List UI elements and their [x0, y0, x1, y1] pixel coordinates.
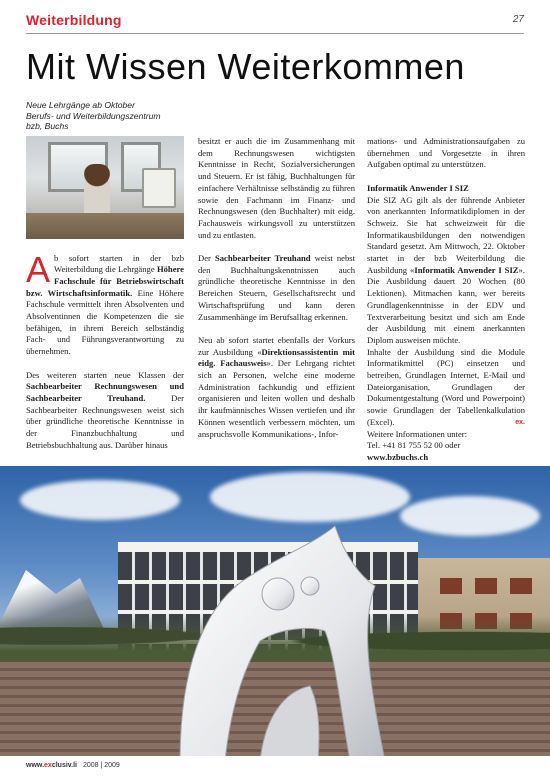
article-column-3: [367, 136, 525, 464]
paragraph: [26, 370, 184, 452]
intro-line: bzb, Buchs: [26, 121, 69, 131]
text-run: Der Sachbearbeiter Rechnungswesen weist sich über gründliche theoretische Kenntnisse in der Finanzbuchhaltung und Betriebsbuchhaltung aus. Darüber hinaus: [26, 392, 184, 450]
bold-text: Sachbearbeiter Treuhand: [214, 253, 311, 264]
window-shape: [475, 578, 497, 594]
text-run: ». Die Ausbildung dauert 20 Wochen (80 Lektionen). Mitmachen kann, wer bereits Grundlagenkenntnisse in der EDV und Textverarbeitung besitzt und sich am Ende der Ausbildung mit einem anerkannten Diplom ausweisen möchte.: [367, 264, 525, 345]
info-label: Weitere Informationen unter:: [367, 428, 468, 439]
intro-line: Berufs- und Weiterbildungszentrum: [26, 110, 161, 121]
cloud-shape: [20, 480, 180, 520]
paragraph: besitzt er auch die im Zusammenhang mit dem Rechnungswesen wichtigsten Kenntnisse in Recht, Sozialversicherungen und Steuern. Er ist fähig, Buchhaltungen für einfachere Verhältnisse selbständig zu führen sowie den Fachmann im Finanz- und Rechnungswesen (den Buchhalter) mit eidg. Fachausweis wirkungsvoll zu unterstützen und zu entlasten.: [198, 136, 355, 240]
text-run: Neu ab sofort startet ebenfalls der Vorkurs zur Ausbildung «: [198, 334, 355, 357]
brand-x: ex: [44, 762, 52, 769]
student-figure: [84, 164, 110, 216]
brand-prefix: www.: [26, 762, 45, 769]
paragraph: [198, 253, 355, 323]
paragraph: [367, 347, 525, 429]
footer: [26, 762, 120, 769]
end-mark: ex.: [515, 418, 525, 426]
page-number: 27: [512, 14, 524, 25]
bold-text: Höhere Fachschule für Betriebswirtschaft bzw. Wirtschaftsinformatik.: [26, 264, 184, 298]
text-run: Eine Höhere Fachschule vermittelt ihren Absolventen und Absolventinnen die Kompetenzen die sie befähigen, in ihrem Bereich selbständig Fach- und Führungsverantwortung zu übernehmen.: [26, 287, 184, 357]
text-run: Der: [198, 253, 215, 264]
paragraph: [367, 195, 525, 347]
bold-text: Direktionsassistentin mit eidg. Fachausweis: [198, 346, 355, 369]
intro-meta: [26, 100, 184, 132]
text-run: b sofort starten in der bzb Weiterbildung die Lehrgänge: [54, 252, 184, 275]
intro-line: Neue Lehrgänge ab Oktober: [26, 100, 135, 110]
desk-shape: [26, 213, 184, 239]
paragraph: mations- und Administrationsaufgaben zu übernehmen und Vorgesetzte in ihren Aufgaben optimal zu unterstützen.: [367, 136, 525, 170]
text-run: Inhalte der Ausbildung sind die Module Informatikmittel (PC) einsetzen und betreiben, Grundlagen Internet, E-Mail und Dateiorganisation, Grundlagen der Dokumentgestaltung (Word und Powerpoint) sowie Grundlagen der Tabellenkalkulation (Excel).: [367, 346, 525, 427]
text-run: ». Der Lehrgang richtet sich an Personen, welche eine moderne Administration fachkundig und effizient organisieren und leiten wollen und deshalb ihr kaufmännisches Wissen vertiefen und ihr Können wesentlich verbessern möchten, um anspruchsvolle Kommunikations-, Infor-: [198, 358, 355, 439]
drop-cap: A: [26, 248, 51, 290]
bold-text: Sachbearbeiter Rechnungswesen und Sachbearbeiter Treuhand.: [26, 381, 184, 403]
website-link[interactable]: www.bzbuchs.ch: [367, 451, 429, 462]
campus-sculpture-photo: [0, 466, 550, 756]
text-run: Des weiteren starten neue Klassen der: [26, 369, 184, 380]
monitor-shape: [142, 168, 176, 208]
footer-brand: [26, 762, 77, 769]
cloud-shape: [400, 496, 540, 536]
article-column-1: [26, 100, 184, 451]
window-shape: [440, 578, 462, 594]
white-sculpture: [160, 516, 400, 756]
cloud-shape: [210, 472, 410, 522]
window-shape: [510, 578, 532, 594]
footer-year: 2008 | 2009: [82, 762, 120, 769]
paragraph: [198, 335, 355, 440]
paragraph: [26, 248, 184, 358]
bold-text: Informatik Anwender I SIZ: [414, 264, 519, 275]
header-rule: [26, 33, 524, 34]
phone-number: Tel. +41 81 755 52 00 oder: [367, 440, 461, 451]
article-column-2: [198, 136, 355, 440]
brand-suffix: clusiv.li: [51, 762, 77, 769]
article-headline: Mit Wissen Weiterkommen: [26, 46, 465, 87]
text-run: weist nebst den Buchhaltungskenntnissen auch gründliche theoretische Kenntnisse in den Bereichen Steuern, Gesellschaftsrecht und Wirtschaftsprüfung und kann deren Zusammenhänge im Berufsalltag erkennen.: [198, 253, 356, 322]
student-at-computer-photo: [26, 136, 184, 239]
subheading: Informatik Anwender I SIZ: [367, 182, 469, 193]
text-run: Die SIZ AG gilt als der führende Anbieter von anerkannten Informatikdiplomen in der Schweiz. Sie hat schweizweit für die Informatikausbildungen den notwendigen Standard gesetzt. Am Mittwoch, 22. Oktober startet in der bzb Weiterbildung die Ausbildung «: [367, 194, 525, 275]
section-label: Weiterbildung: [26, 12, 122, 28]
